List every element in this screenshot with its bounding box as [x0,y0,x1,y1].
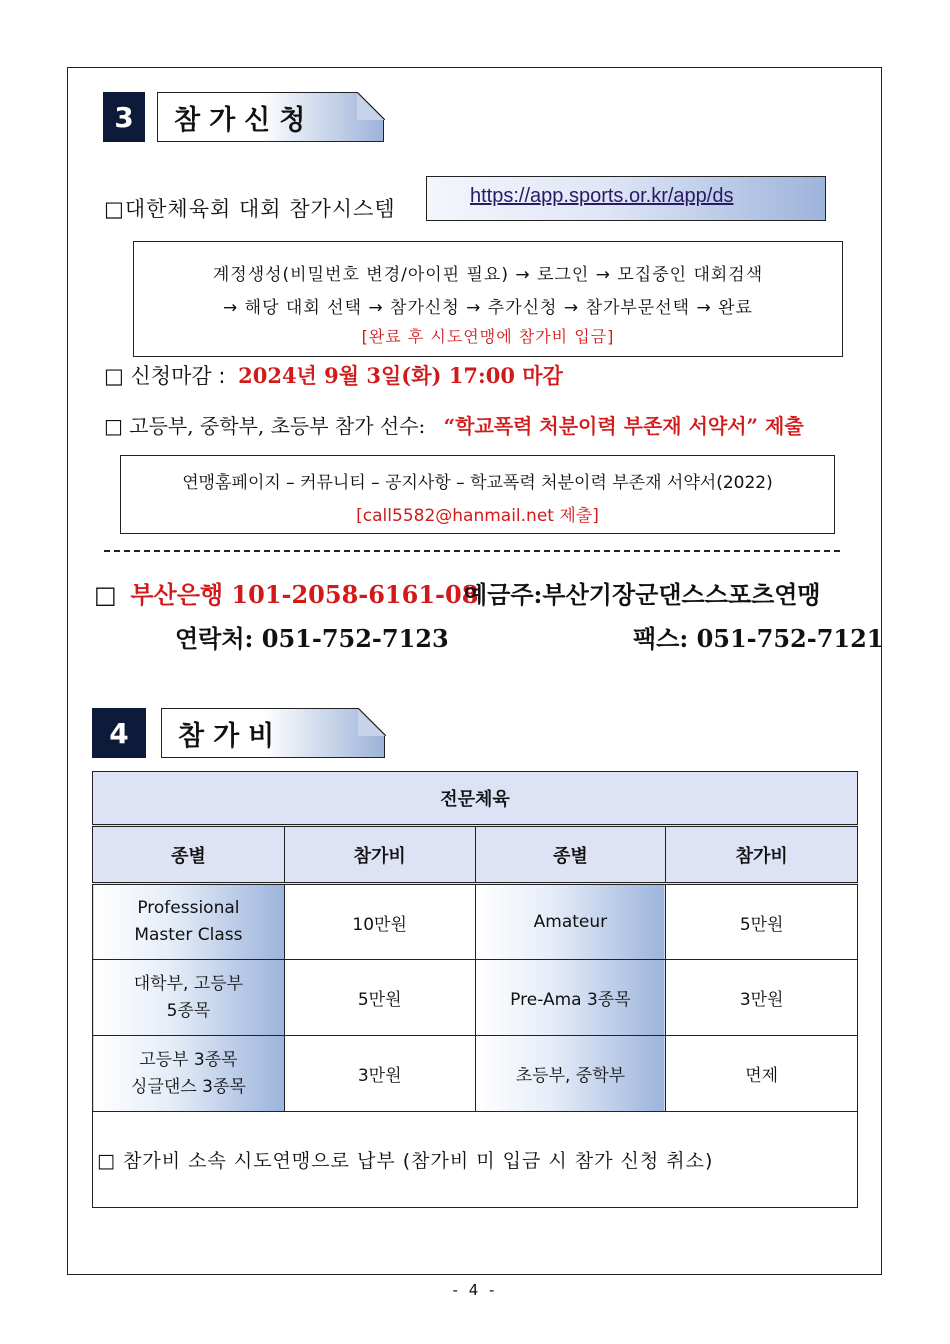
steps-box [133,241,843,357]
steps-line-1: 계정생성(비밀번호 변경/아이핀 필요) → 로그인 → 모집중인 대회검색 [212,265,764,285]
pledge-path: 연맹홈페이지 – 커뮤니티 – 공지사항 – 학교폭력 처분이력 부존재 서약서(2022) [182,473,773,493]
section-4-number: 4 [92,708,146,758]
category-cell: Professional Master Class [93,884,285,960]
pledge-box [120,455,835,534]
category-cell: 대학부, 고등부 5종목 [93,960,285,1036]
account-holder: 예금주:부산기장군댄스스포츠연맹 [464,580,821,609]
category-cell: Amateur [475,884,666,960]
table-row [93,884,858,960]
pledge-email: [call5582@hanmail.net 제출] [356,506,599,526]
section-4-title: 참가비 [161,708,385,758]
fee-cell: 5만원 [666,884,858,960]
section-3-number: 3 [103,92,145,142]
pledge-row [104,410,804,439]
contact-phone: 연락처: 051-752-7123 [175,624,449,653]
fee-cell: 10만원 [284,884,475,960]
bank-account: 부산은행 101-2058-6161-08 [130,580,479,609]
table-row [93,1036,858,1112]
page-number: - 4 - [452,1281,498,1299]
pledge-label: □ 고등부, 중학부, 초등부 참가 선수: [104,414,426,438]
fax-number: 팩스: 051-752-7121 [633,624,884,653]
deadline-value: 2024년 9월 3일(화) 17:00 마감 [238,363,563,388]
category-cell: 초등부, 중학부 [475,1036,666,1112]
fee-cell: 5만원 [284,960,475,1036]
header-fee: 참가비 [284,826,475,884]
steps-note: [완료 후 시도연맹에 참가비 입금] [361,327,615,346]
fee-cell: 3만원 [666,960,858,1036]
table-title: 전문체육 [93,772,858,826]
system-url-link[interactable]: https://app.sports.or.kr/app/ds [470,185,734,207]
table-row [93,960,858,1036]
page-fold-icon [358,708,386,736]
deadline-label: □ 신청마감 : [104,364,226,388]
pledge-value: “학교폭력 처분이력 부존재 서약서” 제출 [443,414,804,438]
url-box [426,176,826,221]
checkbox-icon: □ [94,581,117,609]
bank-row [94,575,478,610]
header-category: 종별 [93,826,285,884]
divider [104,550,840,552]
category-cell: 고등부 3종목 싱글댄스 3종목 [93,1036,285,1112]
header-category: 종별 [475,826,666,884]
fee-cell: 면제 [666,1036,858,1112]
page-fold-icon [357,92,385,120]
system-label: □대한체육회 대회 참가시스템 [104,197,396,221]
steps-line-2: → 해당 대회 선택 → 참가신청 → 추가신청 → 참가부문선택 → 완료 [223,298,753,318]
fee-table [92,771,858,1208]
section-3-title: 참가신청 [157,92,384,142]
deadline-row [104,360,563,390]
fee-footnote: □ 참가비 소속 시도연맹으로 납부 (참가비 미 입금 시 참가 신청 취소) [93,1112,858,1208]
fee-cell: 3만원 [284,1036,475,1112]
category-cell: Pre-Ama 3종목 [475,960,666,1036]
header-fee: 참가비 [666,826,858,884]
